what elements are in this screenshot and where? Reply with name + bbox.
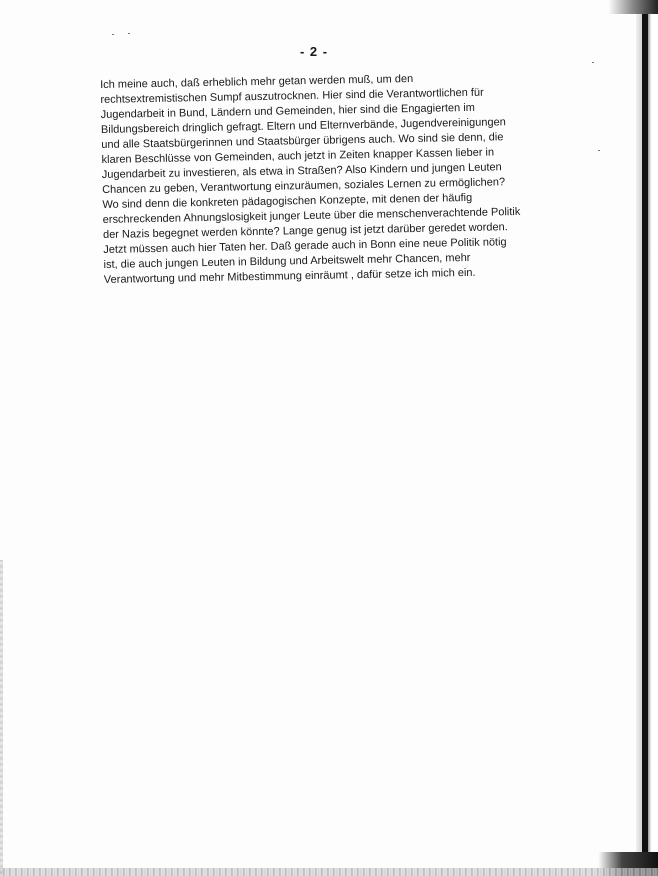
text-line: Jugendarbeit in Bund, Ländern und Gemeinden, hier sind die Engagierten im bbox=[100, 101, 476, 121]
text-line: Ich meine auch, daß erheblich mehr getan werden muß, um den bbox=[100, 72, 414, 91]
scan-speck bbox=[112, 34, 114, 35]
text-line: rechtsextremistischen Sumpf auszutrocknen. Hier sind die Verantwortlichen für bbox=[100, 86, 484, 106]
text-line: Chancen zu geben, Verantwortung einzuräumen, soziales Lernen zu ermöglichen? bbox=[102, 176, 506, 196]
scan-edge-left bbox=[0, 560, 3, 876]
scan-speck bbox=[128, 33, 130, 34]
text-line: Bildungsbereich dringlich gefragt. Eltern und Elternverbände, Jugendvereinigungen bbox=[100, 116, 506, 136]
scan-corner-top bbox=[608, 0, 658, 14]
text-line: Jetzt müssen auch hier Taten her. Daß gerade auch in Bonn eine neue Politik nötig bbox=[103, 236, 507, 256]
text-line: ist, die auch jungen Leuten in Bildung und Arbeitswelt mehr Chancen, mehr bbox=[103, 251, 471, 271]
text-line: und alle Staatsbürgerinnen und Staatsbürger übrigens auch. Wo sind sie denn, die bbox=[101, 131, 504, 151]
text-line: Jugendarbeit zu investieren, als etwa in Straßen? Also Kindern und jungen Leuten bbox=[101, 161, 502, 181]
scan-speck bbox=[592, 62, 594, 63]
text-line: Wo sind denn die konkreten pädagogischen Konzepte, mit denen der häufig bbox=[102, 191, 473, 211]
body-paragraph bbox=[100, 70, 544, 288]
text-line: klaren Beschlüsse von Gemeinden, auch jetzt in Zeiten knapper Kassen lieber in bbox=[101, 146, 495, 166]
scan-edge-bottom bbox=[0, 868, 658, 876]
text-line: Verantwortung und mehr Mitbestimmung einräumt , dafür setze ich mich ein. bbox=[103, 266, 476, 286]
text-line: der Nazis begegnet werden könnte? Lange genug ist jetzt darüber geredet worden. bbox=[102, 221, 508, 241]
scan-speck bbox=[598, 150, 600, 151]
scan-edge-bar bbox=[642, 8, 648, 868]
page-number: - 2 - bbox=[299, 44, 329, 59]
text-line: erschreckenden Ahnungslosigkeit junger Leute über die menschenverachtende Politik bbox=[102, 205, 521, 226]
